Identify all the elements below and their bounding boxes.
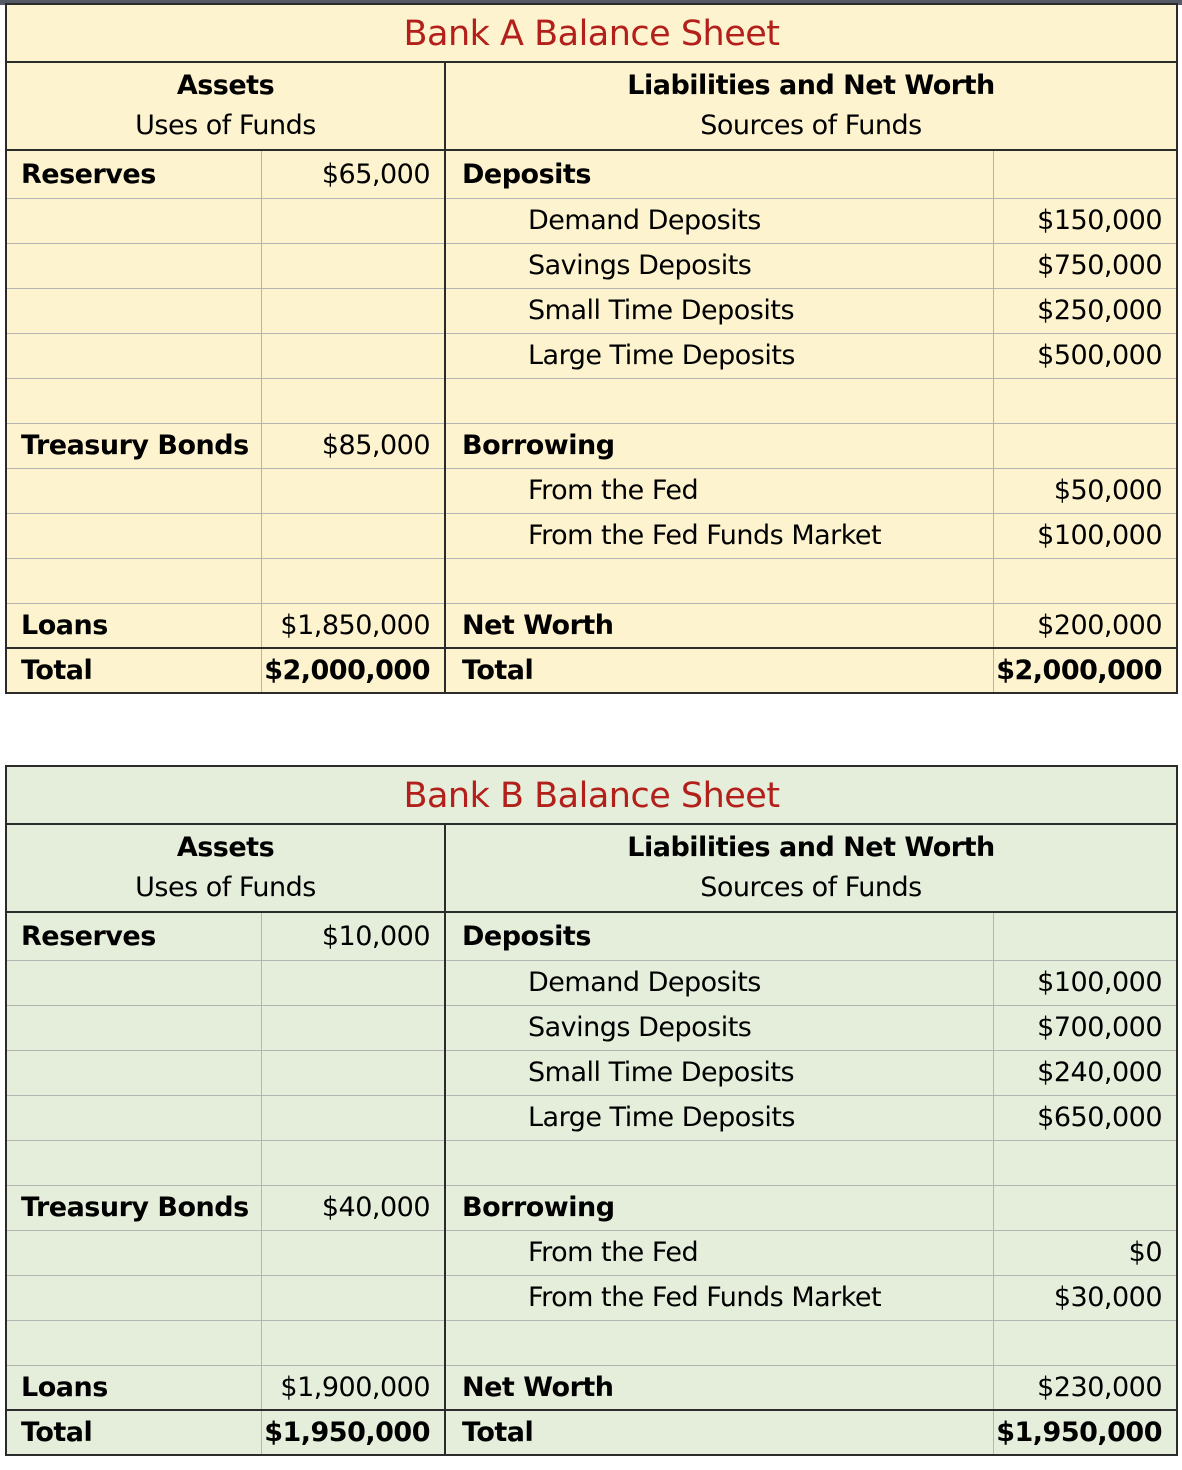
asset-value — [261, 558, 445, 603]
liability-value: $200,000 — [993, 603, 1177, 648]
asset-label: Loans — [6, 603, 261, 648]
liability-label: Large Time Deposits — [445, 333, 993, 378]
assets-subtitle: Uses of Funds — [135, 872, 316, 903]
asset-label — [6, 1320, 261, 1365]
table-row — [6, 1320, 1177, 1365]
table-row — [6, 468, 1177, 513]
asset-value: $40,000 — [261, 1185, 445, 1230]
asset-value — [261, 468, 445, 513]
liability-value — [993, 378, 1177, 423]
liabilities-header — [445, 824, 1177, 912]
assets-title: Assets — [176, 832, 275, 863]
liability-label: Total — [445, 1410, 993, 1455]
liability-label: Savings Deposits — [445, 243, 993, 288]
sheet-body — [6, 4, 1177, 693]
asset-label — [6, 960, 261, 1005]
asset-label — [6, 288, 261, 333]
liability-value — [993, 150, 1177, 198]
liability-label: Total — [445, 648, 993, 693]
asset-value — [261, 1275, 445, 1320]
asset-label — [6, 378, 261, 423]
asset-label: Total — [6, 1410, 261, 1455]
asset-value: $65,000 — [261, 150, 445, 198]
asset-label: Reserves — [6, 912, 261, 960]
asset-value — [261, 1005, 445, 1050]
liabilities-subtitle: Sources of Funds — [700, 872, 922, 903]
liability-label: From the Fed — [445, 468, 993, 513]
liability-value — [993, 1185, 1177, 1230]
asset-label: Total — [6, 648, 261, 693]
asset-value — [261, 243, 445, 288]
sheet-body — [6, 766, 1177, 1455]
assets-subtitle: Uses of Funds — [135, 110, 316, 141]
liability-value: $500,000 — [993, 333, 1177, 378]
asset-label — [6, 198, 261, 243]
liability-value — [993, 423, 1177, 468]
liability-label: Small Time Deposits — [445, 1050, 993, 1095]
liabilities-subtitle: Sources of Funds — [700, 110, 922, 141]
sheet-title: Bank B Balance Sheet — [6, 766, 1177, 824]
table-row — [6, 1275, 1177, 1320]
table-row — [6, 150, 1177, 198]
asset-label: Treasury Bonds — [6, 423, 261, 468]
liability-label: From the Fed Funds Market — [445, 513, 993, 558]
table-row — [6, 288, 1177, 333]
table-row — [6, 960, 1177, 1005]
asset-label — [6, 1140, 261, 1185]
table-row — [6, 1230, 1177, 1275]
asset-label — [6, 1050, 261, 1095]
asset-value: $10,000 — [261, 912, 445, 960]
liability-value: $150,000 — [993, 198, 1177, 243]
asset-label — [6, 558, 261, 603]
asset-label — [6, 333, 261, 378]
asset-value — [261, 288, 445, 333]
table-row — [6, 558, 1177, 603]
asset-label: Treasury Bonds — [6, 1185, 261, 1230]
liability-label: Savings Deposits — [445, 1005, 993, 1050]
table-row — [6, 1095, 1177, 1140]
liability-label — [445, 378, 993, 423]
asset-label — [6, 1275, 261, 1320]
liabilities-title: Liabilities and Net Worth — [627, 832, 995, 863]
table-row — [6, 912, 1177, 960]
asset-label — [6, 468, 261, 513]
liability-value — [993, 1320, 1177, 1365]
assets-title: Assets — [176, 70, 275, 101]
assets-header — [6, 824, 445, 912]
table-row — [6, 198, 1177, 243]
balance-sheet-bank-a — [5, 3, 1178, 694]
liability-label — [445, 1320, 993, 1365]
table-row — [6, 1185, 1177, 1230]
liability-label: Demand Deposits — [445, 960, 993, 1005]
liability-value: $700,000 — [993, 1005, 1177, 1050]
asset-label — [6, 243, 261, 288]
asset-value — [261, 1050, 445, 1095]
asset-label: Reserves — [6, 150, 261, 198]
liability-value: $50,000 — [993, 468, 1177, 513]
table-row — [6, 423, 1177, 468]
liability-value: $1,950,000 — [993, 1410, 1177, 1455]
liability-label: Borrowing — [445, 1185, 993, 1230]
asset-value: $1,850,000 — [261, 603, 445, 648]
balance-sheet-bank-b — [5, 765, 1178, 1456]
liability-label: Net Worth — [445, 603, 993, 648]
liability-label: Demand Deposits — [445, 198, 993, 243]
liability-value: $750,000 — [993, 243, 1177, 288]
liability-value: $100,000 — [993, 513, 1177, 558]
table-row — [6, 1050, 1177, 1095]
liability-value — [993, 1140, 1177, 1185]
liabilities-title: Liabilities and Net Worth — [627, 70, 995, 101]
liability-value: $2,000,000 — [993, 648, 1177, 693]
asset-value — [261, 1320, 445, 1365]
table-row — [6, 1140, 1177, 1185]
asset-value — [261, 1230, 445, 1275]
liability-value: $650,000 — [993, 1095, 1177, 1140]
table-row — [6, 1005, 1177, 1050]
liability-value: $240,000 — [993, 1050, 1177, 1095]
liability-label: Borrowing — [445, 423, 993, 468]
table-row — [6, 243, 1177, 288]
sheet-title: Bank A Balance Sheet — [6, 4, 1177, 62]
asset-value: $2,000,000 — [261, 648, 445, 693]
asset-value — [261, 960, 445, 1005]
asset-label — [6, 1005, 261, 1050]
liability-label: Deposits — [445, 150, 993, 198]
asset-value — [261, 513, 445, 558]
liability-label: From the Fed Funds Market — [445, 1275, 993, 1320]
table-row — [6, 378, 1177, 423]
liability-value: $30,000 — [993, 1275, 1177, 1320]
liability-value: $230,000 — [993, 1365, 1177, 1410]
asset-value — [261, 1095, 445, 1140]
liability-value — [993, 912, 1177, 960]
asset-label — [6, 1095, 261, 1140]
liabilities-header — [445, 62, 1177, 150]
table-row — [6, 1365, 1177, 1410]
liability-label: Large Time Deposits — [445, 1095, 993, 1140]
liability-value: $0 — [993, 1230, 1177, 1275]
asset-value: $1,900,000 — [261, 1365, 445, 1410]
asset-value — [261, 198, 445, 243]
asset-value: $85,000 — [261, 423, 445, 468]
asset-label — [6, 513, 261, 558]
table-row — [6, 1410, 1177, 1455]
liability-label — [445, 1140, 993, 1185]
asset-value — [261, 378, 445, 423]
liability-value — [993, 558, 1177, 603]
asset-value: $1,950,000 — [261, 1410, 445, 1455]
asset-value — [261, 1140, 445, 1185]
liability-label: From the Fed — [445, 1230, 993, 1275]
asset-value — [261, 333, 445, 378]
table-row — [6, 513, 1177, 558]
table-row — [6, 603, 1177, 648]
table-row — [6, 648, 1177, 693]
liability-value: $250,000 — [993, 288, 1177, 333]
table-row — [6, 333, 1177, 378]
liability-label: Deposits — [445, 912, 993, 960]
assets-header — [6, 62, 445, 150]
liability-label: Net Worth — [445, 1365, 993, 1410]
liability-value: $100,000 — [993, 960, 1177, 1005]
liability-label: Small Time Deposits — [445, 288, 993, 333]
asset-label: Loans — [6, 1365, 261, 1410]
asset-label — [6, 1230, 261, 1275]
liability-label — [445, 558, 993, 603]
